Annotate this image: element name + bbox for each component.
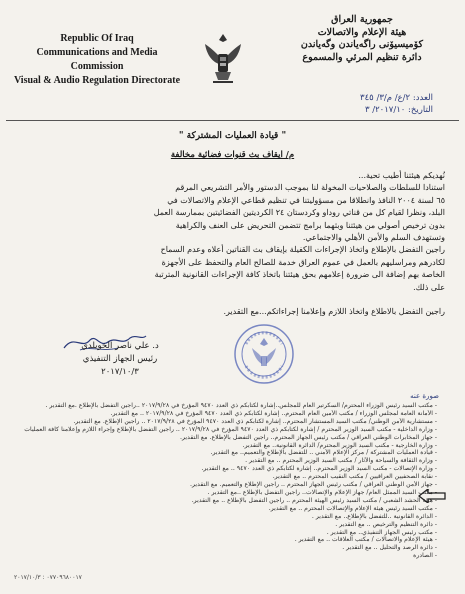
copies-list-item: - مكتب رئيس الجهاز التنفيذي.. مع التقدير . [326, 528, 437, 536]
copies-list-item: - الأمانة العامة لمجلس الوزراء / مكتب الأمين العام المحترم.. إشارة لكتابكم ذي العدد ٩٤٧٠ المؤرخ في ٢٠١٧/٩/٢٨ .. مع التقدير. [110, 409, 437, 417]
signatory-title: رئيس الجهاز التنفيذي [82, 354, 158, 364]
left-arrow-icon [418, 489, 446, 503]
copies-list-item: - جهاز المخابرات الوطني العراقي / مكتب رئيس الجهاز المحترم.. راجين التفضل بالإطلاع. مع التقدير. [179, 433, 437, 441]
ar-header-line-3: كۆمیسیۆنی راگەیاندن وگەیاندن [300, 39, 424, 50]
copies-list-item: - دائرة الرصد والتحليل .. مع التقدير . [342, 544, 437, 552]
body-line: على ذلك. [413, 282, 445, 292]
en-header-line-3: Commission [70, 61, 124, 72]
signatory-date: ٢٠١٧/١٠/٣ [101, 367, 139, 377]
copies-list-item: - الصادرة [413, 552, 437, 560]
footer-code: ٠٧٧٠٩٦٨٠٠١٧ : ٢٠١٧/١٠/٣ [14, 574, 82, 581]
handwritten-copies-note: صورة عنه [410, 392, 439, 400]
copies-list-item: - هيئة الإعلام والاتصالات / مكتب العلاقات .. مع التقدير . [294, 536, 437, 544]
signature-block [50, 340, 190, 379]
copies-list-item: - مكتب السيد الممثل العام/ جهاز الإعلام والإتصالات.. راجين التفضل بالإطلاع ..مع التقدير . [207, 488, 437, 496]
official-stamp-icon [232, 322, 296, 386]
reference-number: العدد: ٢/ع/ م/٣/ ٣٤٥ [360, 93, 433, 103]
signatory-name: د. علي ناصر الخويلدي [81, 341, 159, 351]
body-line: وتستهدف السلم والأمن الأهلي والاجتماعي. [302, 233, 445, 243]
copies-list-item: - مكتب السيد رئيس الوزراء المحترم/ السكرتير العام للمجلس..إشارة لكتابكم ذي العدد ٩٤٧٠ المؤرخ في ٢٠١٧/٩/٢٨ ..راجين التفضل بالإطلاع .مع التقدير . [45, 402, 437, 409]
body-line: بدون ترخيص أصولي من هيئتنا وبثهما برامج تتضمن التحريض على العنف والكراهية [175, 220, 445, 230]
greeting: نُهديكم هيئتنا أطيب تحية... [358, 171, 445, 180]
reference-date: التاريخ: ٢٠١٧/١٠/ ٣ [364, 105, 433, 115]
letter-body [20, 170, 445, 319]
copies-list-item: - مستشارية الأمن الوطني/ مكتب السيد المستشار المحترم.. إشارة لكتابكم ذي العدد ٩٤٧٠ المؤرخ في ٢٠١٧/٩/٢٨ .. راجين الإطلاع. مع التقدير. [73, 417, 437, 425]
body-line: لكادرهم ومراسليهم بالعمل في عموم العراق خدمة للصالح العام والتحفظ على الأجهزة [161, 257, 445, 267]
addressee: " قيادة العمليات المشتركة " [178, 131, 287, 141]
copies-list-item: - دائرة التنظيم والترخيص .. مع التقدير . [335, 520, 437, 528]
body-line: راجين التفضل بالاطلاع واتخاذ اللازم وإعلامنا إجراءاتكم...مع التقدير. [223, 307, 445, 317]
copies-list-item: - وزارة الإتصالات - مكتب السيد الوزير المحترم.. إشارة لكتابكم ذي العدد ٩٤٧٠ .. مع التقدير. [201, 465, 437, 473]
reference-block [313, 92, 433, 116]
copies-list-item: - مكتب السيد رئيس هيئة الإعلام والإتصالات المحترم .. مع التقدير. [268, 504, 437, 512]
en-header-line-4: Visual & Audio Regulation Directorate [13, 75, 181, 86]
copies-list-item: - وزارة الثقافة والسياحة والآثار / مكتب السيد الوزير المحترم .. مع التقدير . [245, 457, 437, 465]
ar-header-line-2: هيئة الإعلام والاتصالات [317, 26, 407, 38]
english-letterhead [8, 32, 186, 88]
copies-list-item: - وزارة الخارجية - مكتب السيد الوزير المحترم/ الدائرة القانونية.. مع التقدير. [242, 441, 437, 449]
arabic-letterhead [267, 14, 457, 64]
body-line [20, 294, 445, 306]
body-line: راجين التفضل بالإطلاع واتخاذ الإجراءات الكفيلة بإيقاف بث القناتين أعلاه وعدم السماح [160, 245, 445, 255]
ar-header-line-4: دائرة تنظيم المرئي والمسموع [302, 51, 422, 63]
copies-list-item: - نقابة الصحفيين العراقيين / مكتب النقيب المحترم .. مع التقدير. [272, 473, 437, 481]
body-line: ٦٥ لسنة ٢٠٠٤ النافذ وانطلاقا من مسؤوليتنا في تنظيم قطاعي الإعلام والاتصالات في [167, 195, 445, 205]
body-line: البلد، ونظرا لقيام كل من قناتي روداو وكردستان ٢٤ الكرديتين الفضائيتين بممارسة العمل [153, 208, 445, 218]
ar-header-line-1: جمهورية العراق [331, 14, 393, 25]
copies-list-item: - الدائرة القانونية ..للتفضل بالإطلاع.. مع التقدير . [311, 512, 437, 520]
copies-list-item: - وزارة الداخلية - مكتب السيد الوزير المحترم / إشارة لكتابكم ذي العدد ٩٤٧٠ المؤرخ في ٢٠١٧/٩/٢٨ .. راجين التفضل بالإطلاع وإجراء اللازم وإعلامنا كافة العمليات [24, 425, 437, 433]
copies-list-item: - قيادة العمليات المشتركة / مركز الإعلام الأمني .. للتفضل بالإطلاع والتعميم.. مع التقدير. [210, 449, 437, 457]
body-line: استنادا للسلطات والصلاحيات المخولة لنا بموجب الدستور والأمر التشريعي المرقم [175, 183, 445, 193]
copies-list [14, 402, 437, 560]
body-line: الخاصة بهم إضافة الى ضرورة إعلامهم بحق هيئتنا باتخاذ كافة الإجراءات القانونية المترتبة [154, 270, 445, 280]
copies-list-item: - جهاز الأمن الوطني العراقي / مكتب رئيس الجهاز المحترم .. راجين الإطلاع والتعميم. مع التقدير. [190, 481, 437, 489]
copies-list-item: - هيئة الحشد الشعبي / مكتب السيد رئيس الهيئة المحترم .. راجين التفضل بالإطلاع .. مع التقدير. [191, 496, 437, 504]
header-divider [6, 120, 459, 121]
en-header-line-2: Communications and Media [36, 47, 158, 58]
en-header-line-1: Republic Of Iraq [60, 33, 134, 44]
iraq-eagle-emblem-icon [201, 30, 245, 86]
subject-line: م/ ايقاف بث قنوات فضائية مخالفة [170, 150, 295, 160]
